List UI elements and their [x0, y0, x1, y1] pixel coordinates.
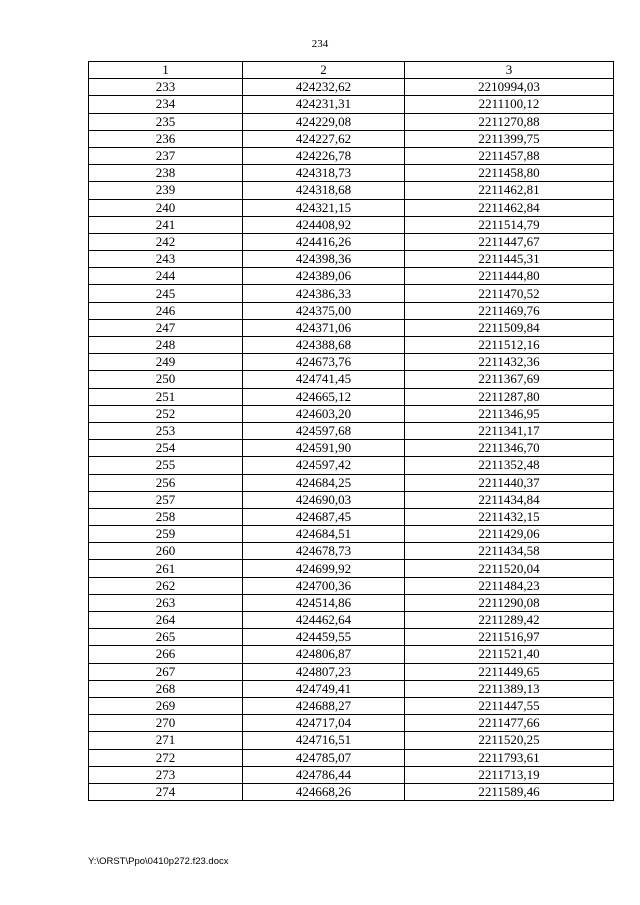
coordinates-table: [88, 61, 614, 801]
point-number-cell: 243: [89, 251, 243, 268]
x-coordinate-cell: 424597,68: [243, 422, 405, 439]
y-coordinate-cell: 2210994,03: [405, 79, 614, 96]
x-coordinate-cell: 424318,73: [243, 165, 405, 182]
point-number-cell: 258: [89, 508, 243, 525]
y-coordinate-cell: 2211399,75: [405, 130, 614, 147]
table-row: [89, 216, 614, 233]
y-coordinate-cell: 2211290,08: [405, 594, 614, 611]
x-coordinate-cell: 424786,44: [243, 766, 405, 783]
table-row: [89, 715, 614, 732]
point-number-cell: 246: [89, 302, 243, 319]
table-row: [89, 405, 614, 422]
y-coordinate-cell: 2211514,79: [405, 216, 614, 233]
table-row: [89, 560, 614, 577]
x-coordinate-cell: 424318,68: [243, 182, 405, 199]
x-coordinate-cell: 424398,36: [243, 251, 405, 268]
point-number-cell: 271: [89, 732, 243, 749]
x-coordinate-cell: 424321,15: [243, 199, 405, 216]
x-coordinate-cell: 424229,08: [243, 113, 405, 130]
table-row: [89, 130, 614, 147]
table-row: [89, 199, 614, 216]
y-coordinate-cell: 2211458,80: [405, 165, 614, 182]
y-coordinate-cell: 2211589,46: [405, 783, 614, 800]
y-coordinate-cell: 2211346,70: [405, 440, 614, 457]
x-coordinate-cell: 424690,03: [243, 491, 405, 508]
x-coordinate-cell: 424716,51: [243, 732, 405, 749]
point-number-cell: 263: [89, 594, 243, 611]
point-number-cell: 244: [89, 268, 243, 285]
table-row: [89, 96, 614, 113]
x-coordinate-cell: 424389,06: [243, 268, 405, 285]
x-coordinate-cell: 424717,04: [243, 715, 405, 732]
point-number-cell: 254: [89, 440, 243, 457]
x-coordinate-cell: 424231,31: [243, 96, 405, 113]
table-row: [89, 302, 614, 319]
y-coordinate-cell: 2211512,16: [405, 337, 614, 354]
y-coordinate-cell: 2211270,88: [405, 113, 614, 130]
point-number-cell: 240: [89, 199, 243, 216]
y-coordinate-cell: 2211457,88: [405, 147, 614, 164]
y-coordinate-cell: 2211462,81: [405, 182, 614, 199]
y-coordinate-cell: 2211434,58: [405, 543, 614, 560]
x-coordinate-cell: 424687,45: [243, 508, 405, 525]
table-row: [89, 388, 614, 405]
point-number-cell: 269: [89, 697, 243, 714]
x-coordinate-cell: 424603,20: [243, 405, 405, 422]
x-coordinate-cell: 424678,73: [243, 543, 405, 560]
x-coordinate-cell: 424684,25: [243, 474, 405, 491]
point-number-cell: 273: [89, 766, 243, 783]
x-coordinate-cell: 424749,41: [243, 680, 405, 697]
x-coordinate-cell: 424668,26: [243, 783, 405, 800]
table-body: [89, 79, 614, 801]
point-number-cell: 248: [89, 337, 243, 354]
point-number-cell: 257: [89, 491, 243, 508]
table-row: [89, 612, 614, 629]
x-coordinate-cell: 424699,92: [243, 560, 405, 577]
table-row: [89, 79, 614, 96]
x-coordinate-cell: 424597,42: [243, 457, 405, 474]
table-row: [89, 646, 614, 663]
point-number-cell: 255: [89, 457, 243, 474]
table-row: [89, 165, 614, 182]
x-coordinate-cell: 424232,62: [243, 79, 405, 96]
point-number-cell: 242: [89, 233, 243, 250]
x-coordinate-cell: 424785,07: [243, 749, 405, 766]
table-row: [89, 543, 614, 560]
y-coordinate-cell: 2211434,84: [405, 491, 614, 508]
y-coordinate-cell: 2211509,84: [405, 319, 614, 336]
table-row: [89, 182, 614, 199]
x-coordinate-cell: 424806,87: [243, 646, 405, 663]
point-number-cell: 261: [89, 560, 243, 577]
table-row: [89, 783, 614, 800]
point-number-cell: 259: [89, 526, 243, 543]
point-number-cell: 250: [89, 371, 243, 388]
point-number-cell: 239: [89, 182, 243, 199]
y-coordinate-cell: 2211289,42: [405, 612, 614, 629]
y-coordinate-cell: 2211444,80: [405, 268, 614, 285]
column-header-2: 2: [243, 62, 405, 79]
point-number-cell: 245: [89, 285, 243, 302]
point-number-cell: 234: [89, 96, 243, 113]
y-coordinate-cell: 2211521,40: [405, 646, 614, 663]
table-row: [89, 749, 614, 766]
table-row: [89, 663, 614, 680]
table-row: [89, 766, 614, 783]
table-row: [89, 233, 614, 250]
point-number-cell: 274: [89, 783, 243, 800]
x-coordinate-cell: 424459,55: [243, 629, 405, 646]
column-header-1: 1: [89, 62, 243, 79]
table-row: [89, 577, 614, 594]
table-row: [89, 285, 614, 302]
x-coordinate-cell: 424462,64: [243, 612, 405, 629]
point-number-cell: 252: [89, 405, 243, 422]
table-row: [89, 440, 614, 457]
y-coordinate-cell: 2211287,80: [405, 388, 614, 405]
table-row: [89, 354, 614, 371]
table-row: [89, 508, 614, 525]
table-row: [89, 251, 614, 268]
point-number-cell: 247: [89, 319, 243, 336]
y-coordinate-cell: 2211389,13: [405, 680, 614, 697]
table-row: [89, 594, 614, 611]
x-coordinate-cell: 424388,68: [243, 337, 405, 354]
point-number-cell: 270: [89, 715, 243, 732]
x-coordinate-cell: 424514,86: [243, 594, 405, 611]
table-row: [89, 422, 614, 439]
x-coordinate-cell: 424227,62: [243, 130, 405, 147]
y-coordinate-cell: 2211440,37: [405, 474, 614, 491]
table-row: [89, 268, 614, 285]
y-coordinate-cell: 2211449,65: [405, 663, 614, 680]
y-coordinate-cell: 2211484,23: [405, 577, 614, 594]
table-row: [89, 113, 614, 130]
x-coordinate-cell: 424684,51: [243, 526, 405, 543]
point-number-cell: 251: [89, 388, 243, 405]
y-coordinate-cell: 2211713,19: [405, 766, 614, 783]
table-row: [89, 319, 614, 336]
table-row: [89, 491, 614, 508]
point-number-cell: 249: [89, 354, 243, 371]
point-number-cell: 267: [89, 663, 243, 680]
y-coordinate-cell: 2211520,04: [405, 560, 614, 577]
point-number-cell: 253: [89, 422, 243, 439]
point-number-cell: 238: [89, 165, 243, 182]
table-row: [89, 697, 614, 714]
y-coordinate-cell: 2211447,55: [405, 697, 614, 714]
x-coordinate-cell: 424386,33: [243, 285, 405, 302]
point-number-cell: 237: [89, 147, 243, 164]
x-coordinate-cell: 424416,26: [243, 233, 405, 250]
column-header-3: 3: [405, 62, 614, 79]
x-coordinate-cell: 424375,00: [243, 302, 405, 319]
y-coordinate-cell: 2211477,66: [405, 715, 614, 732]
point-number-cell: 233: [89, 79, 243, 96]
y-coordinate-cell: 2211469,76: [405, 302, 614, 319]
point-number-cell: 241: [89, 216, 243, 233]
y-coordinate-cell: 2211367,69: [405, 371, 614, 388]
point-number-cell: 260: [89, 543, 243, 560]
point-number-cell: 272: [89, 749, 243, 766]
point-number-cell: 262: [89, 577, 243, 594]
table-row: [89, 526, 614, 543]
table-row: [89, 732, 614, 749]
x-coordinate-cell: 424688,27: [243, 697, 405, 714]
y-coordinate-cell: 2211462,84: [405, 199, 614, 216]
point-number-cell: 268: [89, 680, 243, 697]
point-number-cell: 236: [89, 130, 243, 147]
y-coordinate-cell: 2211470,52: [405, 285, 614, 302]
point-number-cell: 256: [89, 474, 243, 491]
y-coordinate-cell: 2211429,06: [405, 526, 614, 543]
table-row: [89, 474, 614, 491]
y-coordinate-cell: 2211100,12: [405, 96, 614, 113]
x-coordinate-cell: 424591,90: [243, 440, 405, 457]
y-coordinate-cell: 2211516,97: [405, 629, 614, 646]
y-coordinate-cell: 2211445,31: [405, 251, 614, 268]
point-number-cell: 265: [89, 629, 243, 646]
y-coordinate-cell: 2211346,95: [405, 405, 614, 422]
point-number-cell: 266: [89, 646, 243, 663]
y-coordinate-cell: 2211341,17: [405, 422, 614, 439]
x-coordinate-cell: 424665,12: [243, 388, 405, 405]
y-coordinate-cell: 2211432,15: [405, 508, 614, 525]
table-header-row: [89, 62, 614, 79]
table-row: [89, 371, 614, 388]
x-coordinate-cell: 424673,76: [243, 354, 405, 371]
x-coordinate-cell: 424741,45: [243, 371, 405, 388]
x-coordinate-cell: 424226,78: [243, 147, 405, 164]
y-coordinate-cell: 2211432,36: [405, 354, 614, 371]
x-coordinate-cell: 424807,23: [243, 663, 405, 680]
y-coordinate-cell: 2211447,67: [405, 233, 614, 250]
y-coordinate-cell: 2211352,48: [405, 457, 614, 474]
point-number-cell: 235: [89, 113, 243, 130]
x-coordinate-cell: 424371,06: [243, 319, 405, 336]
table-row: [89, 680, 614, 697]
footer-file-path: Y:\ORST\Ppo\0410p272.f23.docx: [88, 856, 229, 867]
page-number: 234: [311, 38, 329, 50]
table-row: [89, 337, 614, 354]
point-number-cell: 264: [89, 612, 243, 629]
table-row: [89, 147, 614, 164]
y-coordinate-cell: 2211520,25: [405, 732, 614, 749]
x-coordinate-cell: 424408,92: [243, 216, 405, 233]
x-coordinate-cell: 424700,36: [243, 577, 405, 594]
y-coordinate-cell: 2211793,61: [405, 749, 614, 766]
table-row: [89, 457, 614, 474]
table-row: [89, 629, 614, 646]
